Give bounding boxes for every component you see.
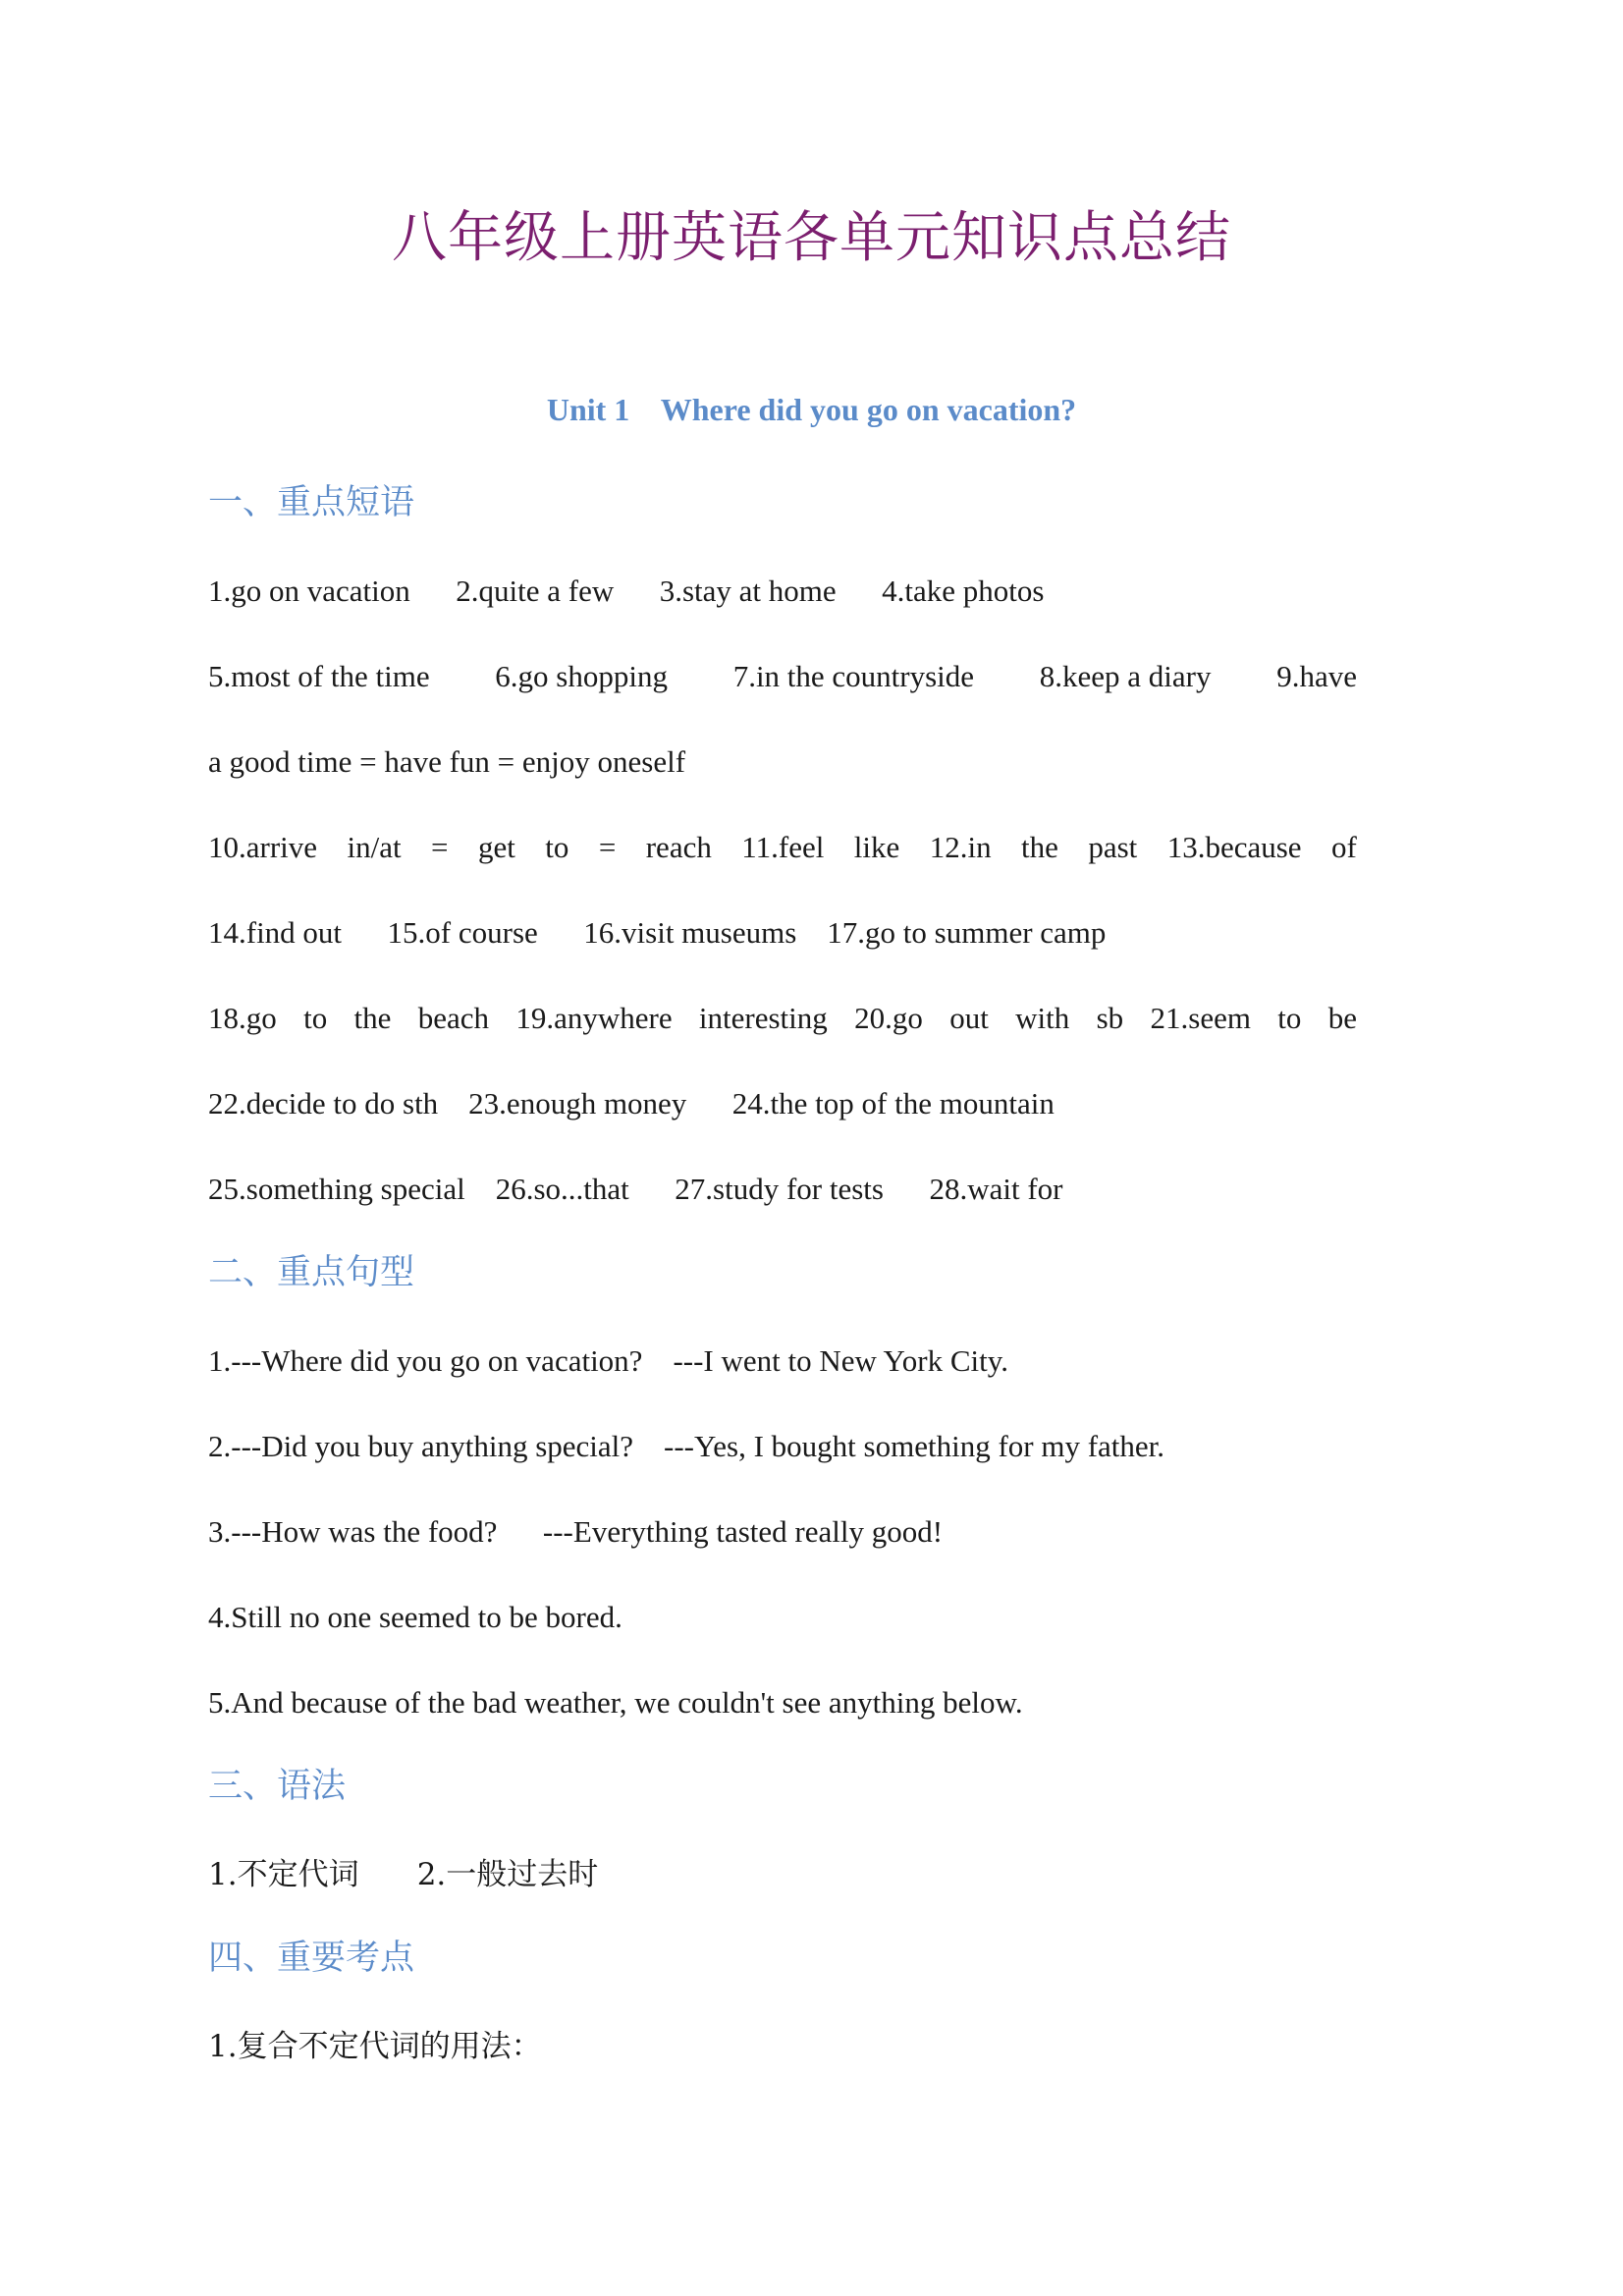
phrase-word: be <box>1327 1001 1357 1035</box>
phrase-line-1: 1.go on vacation 2.quite a few 3.stay at home 4.take photos <box>208 574 1045 608</box>
phrase-word: out <box>949 1001 989 1035</box>
phrase-line-6 <box>208 997 1357 1040</box>
phrase-line-3: a good time = have fun = enjoy oneself <box>208 744 686 779</box>
phrase-item: 5.most of the time <box>208 659 430 693</box>
phrase-line-5: 14.find out 15.of course 16.visit museums 17.go to summer camp <box>208 915 1107 950</box>
sentence-line-2: 2.---Did you buy anything special? ---Yes, I bought something for my father. <box>208 1429 1165 1463</box>
unit-title: Unit 1 Where did you go on vacation? <box>546 392 1077 427</box>
phrase-word: 18.go <box>208 1001 277 1035</box>
grammar-line-1: 1.不定代词 2.一般过去时 <box>208 1857 599 1892</box>
section-heading-phrases: 一、重点短语 <box>208 483 415 522</box>
phrase-word: interesting <box>698 1001 828 1035</box>
phrase-word: 21.seem <box>1150 1001 1251 1035</box>
sentence-line-3: 3.---How was the food? ---Everything tasted really good! <box>208 1514 944 1549</box>
phrase-word: 10.arrive <box>208 830 318 864</box>
phrase-item: 6.go shopping <box>495 659 668 693</box>
phrase-word: to <box>303 1001 328 1035</box>
sentence-line-1: 1.---Where did you go on vacation? ---I went to New York City. <box>208 1343 1008 1378</box>
phrase-word: reach <box>645 830 712 864</box>
phrase-line-7: 22.decide to do sth 23.enough money 24.the top of the mountain <box>208 1086 1055 1121</box>
phrase-word: 11.feel <box>741 830 825 864</box>
phrase-word: to <box>545 830 569 864</box>
phrase-word: the <box>353 1001 392 1035</box>
phrase-item: 8.keep a diary <box>1039 659 1212 693</box>
sentence-line-4: 4.Still no one seemed to be bored. <box>208 1600 622 1634</box>
phrase-word: = <box>431 830 449 864</box>
phrase-word: beach <box>417 1001 490 1035</box>
key-point-line-1: 1.复合不定代词的用法： <box>208 2029 542 2064</box>
phrase-word: 19.anywhere <box>515 1001 673 1035</box>
sentence-line-5: 5.And because of the bad weather, we couldn't see anything below. <box>208 1685 1023 1720</box>
phrase-word: in/at <box>347 830 402 864</box>
phrase-word: the <box>1021 830 1058 864</box>
phrase-word: with <box>1015 1001 1070 1035</box>
phrase-word: like <box>853 830 900 864</box>
section-heading-sentences: 二、重点句型 <box>208 1253 415 1292</box>
phrase-word: 12.in <box>929 830 992 864</box>
phrase-line-8: 25.something special 26.so...that 27.study for tests 28.wait for <box>208 1172 1063 1206</box>
phrase-word: 13.because <box>1166 830 1302 864</box>
section-heading-grammar: 三、语法 <box>208 1767 347 1806</box>
phrase-item: 9.have <box>1276 659 1357 693</box>
phrase-word: get <box>477 830 515 864</box>
phrase-line-2 <box>208 655 1357 698</box>
phrase-word: 20.go <box>854 1001 923 1035</box>
phrase-word: = <box>598 830 617 864</box>
document-title: 八年级上册英语各单元知识点总结 <box>392 206 1231 270</box>
phrase-line-4 <box>208 826 1357 869</box>
phrase-word: of <box>1331 830 1357 864</box>
section-heading-key-points: 四、重要考点 <box>208 1939 415 1978</box>
phrase-item: 7.in the countryside <box>732 659 975 693</box>
phrase-word: past <box>1088 830 1138 864</box>
phrase-word: sb <box>1096 1001 1124 1035</box>
phrase-word: to <box>1277 1001 1302 1035</box>
